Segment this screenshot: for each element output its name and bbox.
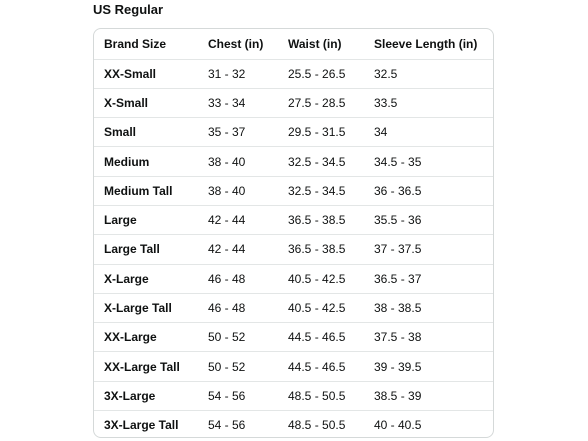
cell-brand-size: Small <box>94 118 198 147</box>
cell-chest: 50 - 52 <box>198 352 278 381</box>
table-row <box>94 352 494 381</box>
cell-sleeve-length: 34 <box>364 118 494 147</box>
cell-sleeve-length: 40 - 40.5 <box>374 418 422 433</box>
table-row <box>94 205 494 234</box>
cell-chest: 38 - 40 <box>198 176 278 205</box>
table-row <box>94 264 494 293</box>
cell-chest: 42 - 44 <box>198 205 278 234</box>
cell-waist: 36.5 - 38.5 <box>278 235 364 264</box>
header-chest: Chest (in) <box>198 29 278 59</box>
cell-sleeve-length: 33.5 <box>364 88 494 117</box>
cell-chest: 31 - 32 <box>198 59 278 88</box>
cell-sleeve-length: 38.5 - 39 <box>364 381 494 410</box>
table-row <box>94 176 494 205</box>
cell-chest: 50 - 52 <box>198 323 278 352</box>
table-row <box>94 147 494 176</box>
cell-sleeve-length: 32.5 <box>364 59 494 88</box>
table-row <box>94 411 494 438</box>
cell-waist: 40.5 - 42.5 <box>278 293 364 322</box>
cell-brand-size: Medium <box>94 147 198 176</box>
cell-brand-size: XX-Large Tall <box>94 352 198 381</box>
cell-brand-size: X-Large <box>94 264 198 293</box>
cell-sleeve-length: 36.5 - 37 <box>364 264 494 293</box>
cell-brand-size: X-Large Tall <box>94 293 198 322</box>
cell-waist: 48.5 - 50.5 <box>288 418 346 433</box>
cell-brand-size: XX-Small <box>94 59 198 88</box>
cell-brand-size: Large Tall <box>94 235 198 264</box>
cell-waist: 40.5 - 42.5 <box>278 264 364 293</box>
table-row <box>94 235 494 264</box>
cell-sleeve-length: 39 - 39.5 <box>364 352 494 381</box>
cell-brand-size: XX-Large <box>94 323 198 352</box>
cell-chest: 33 - 34 <box>198 88 278 117</box>
header-brand-size: Brand Size <box>94 29 198 59</box>
cell-waist: 32.5 - 34.5 <box>278 176 364 205</box>
cell-chest: 46 - 48 <box>198 293 278 322</box>
cell-sleeve-length: 36 - 36.5 <box>364 176 494 205</box>
table-row <box>94 118 494 147</box>
cell-waist: 48.5 - 50.5 <box>278 381 364 410</box>
cell-sleeve-length: 37.5 - 38 <box>364 323 494 352</box>
cell-waist: 27.5 - 28.5 <box>278 88 364 117</box>
size-chart-table-container <box>93 28 494 438</box>
table-row <box>94 59 494 88</box>
cell-sleeve-length: 38 - 38.5 <box>364 293 494 322</box>
cell-waist: 44.5 - 46.5 <box>278 323 364 352</box>
table-row <box>94 88 494 117</box>
cell-waist: 32.5 - 34.5 <box>278 147 364 176</box>
cell-chest: 54 - 56 <box>208 418 246 433</box>
cell-chest: 38 - 40 <box>198 147 278 176</box>
section-title: US Regular <box>93 2 164 17</box>
cell-brand-size: Medium Tall <box>94 176 198 205</box>
cell-brand-size: X-Small <box>94 88 198 117</box>
table-header-row <box>94 29 494 59</box>
table-row <box>94 293 494 322</box>
cell-chest: 35 - 37 <box>198 118 278 147</box>
size-chart-table <box>94 29 494 438</box>
cell-brand-size: 3X-Large Tall <box>104 418 179 433</box>
cell-sleeve-length: 35.5 - 36 <box>364 205 494 234</box>
cell-waist: 25.5 - 26.5 <box>278 59 364 88</box>
cell-brand-size: Large <box>94 205 198 234</box>
cell-sleeve-length: 37 - 37.5 <box>364 235 494 264</box>
table-row <box>94 323 494 352</box>
cell-brand-size: 3X-Large <box>94 381 198 410</box>
cell-chest: 42 - 44 <box>198 235 278 264</box>
cell-waist: 36.5 - 38.5 <box>278 205 364 234</box>
cell-sleeve-length: 34.5 - 35 <box>364 147 494 176</box>
table-row <box>94 381 494 410</box>
header-sleeve-length: Sleeve Length (in) <box>364 29 494 59</box>
cell-chest: 54 - 56 <box>198 381 278 410</box>
cell-waist: 44.5 - 46.5 <box>278 352 364 381</box>
cell-waist: 29.5 - 31.5 <box>278 118 364 147</box>
cell-chest: 46 - 48 <box>198 264 278 293</box>
header-waist: Waist (in) <box>278 29 364 59</box>
